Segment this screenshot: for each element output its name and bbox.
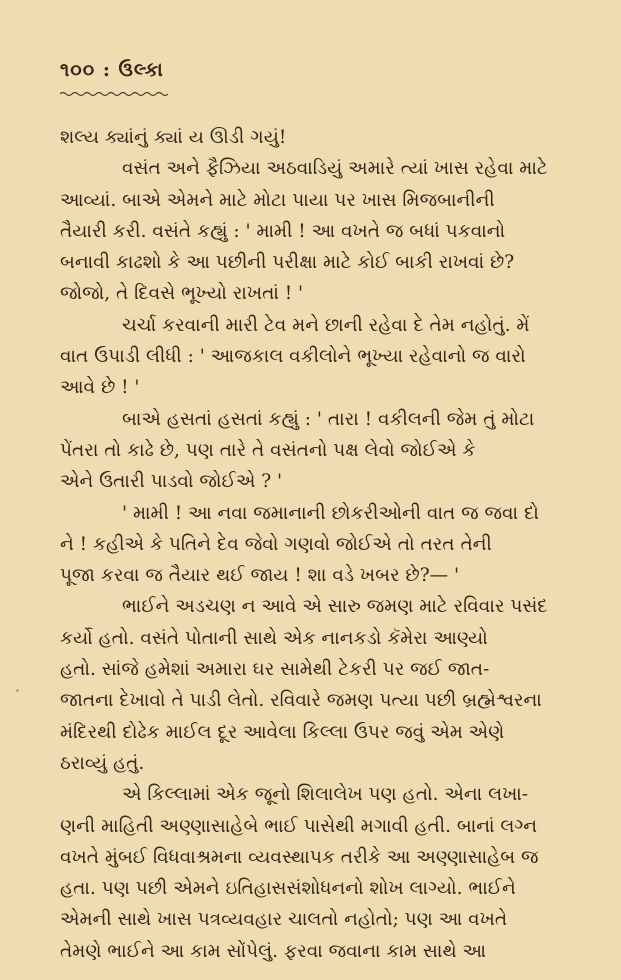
header-separator: : bbox=[102, 59, 111, 81]
paragraph bbox=[60, 498, 583, 592]
text-line: ' મામી ! આ નવા જમાનાની છોકરીઓની વાત જ જવા દો bbox=[122, 502, 539, 524]
text-line: મંદિરથી દોઢેક માઈલ દૂર આવેલા કિલ્લા ઉપર જવું એમ એણે bbox=[60, 721, 505, 743]
text-line: તૈયારી કરી. વસંતે કહ્યું : ' મામી ! આ વખતે જ બધાં પકવાનો bbox=[60, 220, 506, 242]
paragraph bbox=[60, 404, 583, 498]
paper-speck bbox=[16, 689, 19, 692]
text-line: બાએ હસતાં હસતાં કહ્યું : ' તારા ! વકીલની જેમ તું મોટા bbox=[122, 408, 535, 430]
page-number: ૧૦૦ bbox=[60, 59, 96, 81]
running-title: ઉલ્કા bbox=[118, 59, 164, 81]
text-line: આવે છે ! ' bbox=[60, 377, 140, 399]
text-line: વખતે મુંબઈ વિધવાશ્રમના વ્યવસ્થાપક તરીકે આ અણ્ણાસાહેબ જ bbox=[60, 846, 539, 868]
text-line: જાતના દેખાવો તે પાડી લેતો. રવિવારે જમણ પત્યા પછી બ્રહ્મેશ્વરના bbox=[60, 690, 542, 712]
header-wavy-rule bbox=[60, 90, 170, 98]
text-line: આવ્યાં. બાએ એમને માટે મોટા પાયા પર ખાસ મિજબાનીની bbox=[60, 189, 495, 211]
text-line: કર્યો હતો. વસંતે પોતાની સાથે એક નાનકડો કૅમેરા આણ્યો bbox=[60, 627, 488, 649]
paragraph bbox=[60, 310, 583, 404]
text-line: એમની સાથે ખાસ પત્રવ્યવહાર ચાલતો નહોતો; પણ આ વખતે bbox=[60, 909, 508, 931]
text-line: ભાઈને અડચણ ન આવે એ સારુ જમણ માટે રવિવાર પસંદ bbox=[122, 596, 548, 618]
text-line: એ કિલ્લામાં એક જૂનો શિલાલેખ પણ હતો. એના લખા- bbox=[122, 784, 529, 806]
text-line: ચર્ચા કરવાની મારી ટેવ મને છાની રહેવા દે તેમ નહોતું. મેં bbox=[122, 314, 530, 336]
text-line: શલ્ય ક્યાંનું ક્યાં ય ઊડી ગયું! bbox=[60, 127, 287, 148]
text-line: પેંતરા તો કાઢે છે, પણ તારે તે વસંતનો પક્ષ લેવો જોઈએ કે bbox=[60, 439, 476, 461]
text-line: હતા. પણ પછી એમને ઇતિહાસસંશોધનનો શોખ લાગ્યો. ભાઈને bbox=[60, 878, 516, 900]
text-line: ણની માહિતી અણ્ણાસાહેબે ભાઈ પાસેથી મગાવી હતી. બાનાં લગ્ન bbox=[60, 815, 538, 837]
text-line: હતો. સાંજે હમેશાં અમારા ઘર સામેથી ટેકરી પર જઈ જાત- bbox=[60, 659, 490, 681]
text-line: પૂજા કરવા જ તૈયાર થઈ જાય ! શા વડે ખબર છે?— ' bbox=[60, 565, 460, 587]
text-line: વાત ઉપાડી લીધી : ' આજકાલ વકીલોને ભૂખ્યા રહેવાનો જ વારો bbox=[60, 346, 526, 368]
paragraph bbox=[60, 779, 583, 967]
text-line: એને ઉતારી પાડવો જોઈએ ? ' bbox=[60, 471, 283, 493]
text-line: ને ! કહીએ કે પતિને દેવ જેવો ગણવો જોઈએ તો તરત તેની bbox=[60, 533, 492, 555]
paragraph bbox=[60, 122, 583, 153]
paragraph bbox=[60, 153, 583, 309]
page-header bbox=[60, 58, 583, 82]
text-line: તેમણે ભાઈને આ કામ સોંપેલું. ફરવા જવાના કામ સાથે આ bbox=[60, 940, 487, 962]
text-line: વસંત અને ફૈઝિયા અઠવાડિયું અમારે ત્યાં ખાસ રહેવા માટે bbox=[122, 158, 548, 180]
paragraph bbox=[60, 591, 583, 779]
body-text bbox=[60, 122, 583, 967]
text-line: જોજો, તે દિવસે ભૂખ્યો રાખતાં ! ' bbox=[60, 283, 304, 305]
text-line: બનાવી કાઢશો કે આ પછીની પરીક્ષા માટે કોઈ બાકી રાખવાં છે? bbox=[60, 252, 515, 274]
text-line: ઠરાવ્યું હતું. bbox=[60, 752, 145, 774]
